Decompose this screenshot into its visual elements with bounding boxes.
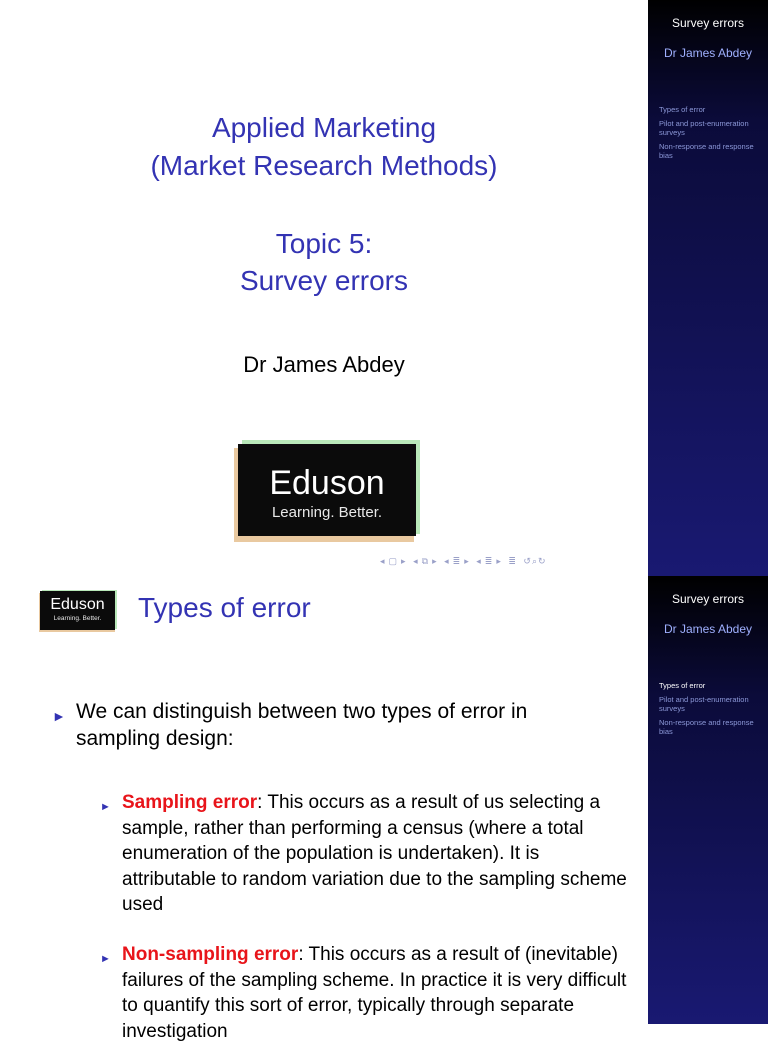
term-sampling-error: Sampling error	[122, 792, 258, 813]
logo-name: Eduson	[269, 464, 385, 502]
nav-subsection-icon[interactable]: ⧉	[421, 556, 430, 566]
sidebar-author[interactable]: Dr James Abdey	[663, 622, 753, 636]
bullet-non-sampling-error	[100, 942, 630, 1044]
nav-section-icon[interactable]: ≣	[452, 556, 462, 566]
nav-part-prev-icon[interactable]: ◂	[476, 556, 482, 566]
nav-part-next-icon[interactable]: ▸	[496, 556, 502, 566]
logo-tagline: Learning. Better.	[53, 615, 102, 622]
bullet-main-text: We can distinguish between two types of error in sampling design:	[76, 700, 528, 750]
sidebar-outline	[659, 681, 764, 741]
nav-frame-next-icon[interactable]: ▸	[401, 556, 407, 566]
slide-content	[0, 0, 648, 576]
author-name: Dr James Abdey	[243, 352, 405, 377]
bullet-main	[52, 698, 612, 752]
bullet-sampling-error-text	[122, 790, 630, 918]
term-non-sampling-error: Non-sampling error	[122, 944, 299, 965]
eduson-logo	[234, 440, 420, 542]
nav-sub-next-icon[interactable]: ▸	[432, 556, 438, 566]
bullet-arrow-icon: ►	[100, 953, 111, 965]
sidebar-item-pilot-surveys[interactable]: Pilot and post-enumeration surveys	[659, 695, 749, 713]
sidebar-title[interactable]: Survey errors	[671, 16, 745, 30]
bullet-non-sampling-error-text	[122, 942, 630, 1044]
sampling-error-definition: : This occurs as a result of us selecting a sample, rather than performing a census (where a total enumeration of the population is undertaken). It is attributable to random variation due to the sampling scheme used	[122, 792, 627, 915]
non-sampling-error-definition: : This occurs as a result of (inevitable) failures of the sampling scheme. In practice it is very difficult to quantify this sort of error, typically through separate investigation	[122, 944, 627, 1042]
bullet-sampling-error	[100, 790, 630, 918]
beamer-navigation-bar	[380, 556, 642, 570]
sidebar-item-types-of-error[interactable]: Types of error	[659, 681, 706, 690]
slide-content	[0, 576, 648, 1042]
nav-search-icon[interactable]: ↺⌕↻	[523, 556, 547, 566]
presentation-title-line1: Applied Marketing	[211, 112, 437, 143]
nav-sec-next-icon[interactable]: ▸	[464, 556, 470, 566]
topic-line2: Survey errors	[239, 265, 409, 296]
sidebar	[648, 576, 768, 1024]
frame-title: Types of error	[138, 592, 311, 623]
topic-line1: Topic 5:	[275, 228, 373, 259]
presentation-title-line2: (Market Research Methods)	[150, 150, 498, 181]
logo-face	[238, 444, 416, 536]
nav-first-icon[interactable]: ◂	[380, 556, 386, 566]
eduson-logo-small	[39, 590, 117, 632]
nav-frame-icon[interactable]: ▢	[388, 556, 399, 566]
logo-name: Eduson	[50, 596, 105, 613]
types-of-error-slide	[0, 576, 768, 1042]
sidebar-item-pilot-surveys[interactable]: Pilot and post-enumeration surveys	[659, 119, 749, 137]
sidebar-outline	[659, 105, 764, 165]
logo-face	[40, 591, 115, 630]
bullet-arrow-icon: ►	[52, 708, 66, 724]
bullet-arrow-icon: ►	[100, 801, 111, 813]
sidebar-item-types-of-error[interactable]: Types of error	[659, 105, 706, 114]
sidebar-item-non-response[interactable]: Non-response and response bias	[659, 142, 754, 160]
sidebar	[648, 0, 768, 576]
logo-tagline: Learning. Better.	[271, 504, 383, 521]
nav-sec-prev-icon[interactable]: ◂	[444, 556, 450, 566]
nav-part-icon[interactable]: ≣	[484, 556, 494, 566]
nav-document-icon[interactable]: ≣	[508, 556, 517, 566]
sidebar-item-non-response[interactable]: Non-response and response bias	[659, 718, 754, 736]
sidebar-author[interactable]: Dr James Abdey	[663, 46, 753, 60]
sidebar-title[interactable]: Survey errors	[671, 592, 745, 606]
nav-sub-prev-icon[interactable]: ◂	[413, 556, 419, 566]
